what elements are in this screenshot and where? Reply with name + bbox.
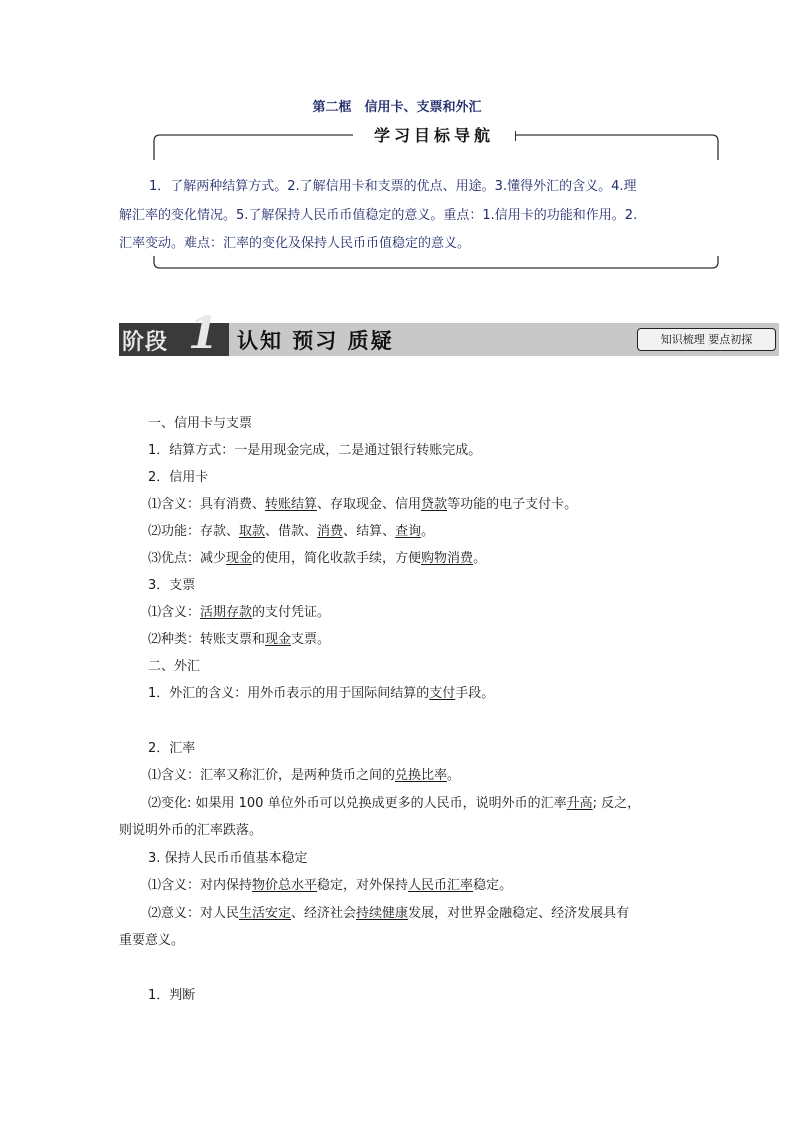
answer-underline: 贷款 bbox=[421, 497, 448, 512]
objectives-line-1: 1．了解两种结算方式。2.了解信用卡和支票的优点、用途。3.懂得外汇的含义。4.理 bbox=[149, 179, 637, 194]
text: 、借款、 bbox=[265, 524, 318, 539]
stage-label: 阶段 bbox=[122, 329, 169, 355]
text: 1．外汇的含义：用外币表示的用于国际间结算的 bbox=[148, 686, 430, 701]
text: 支票。 bbox=[291, 632, 331, 647]
answer-underline: 兑换比率 bbox=[395, 768, 448, 783]
answer-underline: 查询 bbox=[395, 524, 422, 539]
heading-rmb-stability: 3. 保持人民币币值基本稳定 bbox=[148, 851, 308, 866]
objectives-frame-bottom bbox=[153, 256, 719, 270]
exchange-rate-change-cont: 则说明外币的汇率跌落。 bbox=[119, 823, 263, 838]
text: ⑵意义：对人民 bbox=[148, 906, 240, 921]
answer-underline: 人民币汇率 bbox=[408, 878, 474, 893]
text: 、存取现金、信用 bbox=[317, 497, 422, 512]
stage-badge: 知识梳理 要点初探 bbox=[637, 328, 776, 351]
rmb-stability-significance-cont: 重要意义。 bbox=[119, 933, 185, 948]
answer-underline: 支付 bbox=[429, 686, 456, 701]
credit-card-advantages bbox=[148, 547, 486, 566]
answer-underline: 升高 bbox=[566, 796, 593, 811]
text: 等功能的电子支付卡。 bbox=[447, 497, 578, 512]
exchange-rate-meaning bbox=[148, 764, 460, 783]
answer-underline: 现金 bbox=[265, 632, 292, 647]
answer-underline: 物价总水平 bbox=[252, 878, 318, 893]
section-title: 第二框 信用卡、支票和外汇 bbox=[312, 100, 482, 115]
objectives-body bbox=[119, 173, 679, 259]
text: 、结算、 bbox=[343, 524, 396, 539]
text: 手段。 bbox=[455, 686, 495, 701]
credit-card-meaning bbox=[148, 493, 577, 512]
text: 稳定，对外保持 bbox=[317, 878, 409, 893]
objectives-header: 学习目标导航 bbox=[353, 123, 515, 146]
text: 的支付凭证。 bbox=[252, 605, 331, 620]
credit-card-functions bbox=[148, 520, 434, 539]
text: ; 反之， bbox=[592, 796, 641, 811]
heading-credit-card: 2．信用卡 bbox=[148, 470, 209, 485]
answer-underline: 现金 bbox=[226, 551, 253, 566]
stage-number: 1 bbox=[188, 308, 219, 359]
text: ⑴含义：汇率又称汇价，是两种货币之间的 bbox=[148, 768, 396, 783]
heading-exchange-rate: 2．汇率 bbox=[148, 741, 196, 756]
answer-underline: 转账结算 bbox=[265, 497, 318, 512]
text: 、经济社会 bbox=[291, 906, 357, 921]
text: ⑴含义：具有消费、 bbox=[148, 497, 266, 512]
answer-underline: 消费 bbox=[317, 524, 344, 539]
stage-title: 认知 预习 质疑 bbox=[237, 328, 394, 353]
cheque-types bbox=[148, 628, 330, 647]
text: 稳定。 bbox=[473, 878, 513, 893]
objectives-line-3: 汇率变动。难点：汇率的变化及保持人民币币值稳定的意义。 bbox=[119, 236, 471, 251]
settlement-methods: 1．结算方式：一是用现金完成，二是通过银行转账完成。 bbox=[148, 443, 482, 458]
answer-underline: 持续健康 bbox=[356, 906, 409, 921]
text: ⑴含义： bbox=[148, 605, 201, 620]
heading-judge: 1．判断 bbox=[148, 988, 196, 1003]
text: 的使用，简化收款手续，方便 bbox=[252, 551, 422, 566]
text: 。 bbox=[447, 768, 461, 783]
rmb-stability-significance bbox=[148, 902, 629, 921]
forex-meaning bbox=[148, 682, 494, 701]
text: ⑵变化: 如果用 100 单位外币可以兑换成更多的人民币，说明外币的汇率 bbox=[148, 796, 567, 811]
text: ⑶优点：减少 bbox=[148, 551, 227, 566]
exchange-rate-change bbox=[148, 792, 640, 811]
text: ⑵种类：转账支票和 bbox=[148, 632, 266, 647]
answer-underline: 生活安定 bbox=[239, 906, 292, 921]
rmb-stability-meaning bbox=[148, 874, 512, 893]
answer-underline: 取款 bbox=[239, 524, 266, 539]
heading-cheque: 3．支票 bbox=[148, 578, 196, 593]
answer-underline: 购物消费 bbox=[421, 551, 474, 566]
objectives-line-2: 解汇率的变化情况。5.了解保持人民币币值稳定的意义。重点：1.信用卡的功能和作用。2. bbox=[119, 207, 638, 223]
text: 。 bbox=[421, 524, 435, 539]
text: 。 bbox=[473, 551, 487, 566]
text: ⑴含义：对内保持 bbox=[148, 878, 253, 893]
cheque-meaning bbox=[148, 601, 330, 620]
text: ⑵功能：存款、 bbox=[148, 524, 240, 539]
text: 发展，对世界金融稳定、经济发展具有 bbox=[408, 906, 630, 921]
answer-underline: 活期存款 bbox=[200, 605, 253, 620]
heading-credit-card-cheque: 一、信用卡与支票 bbox=[148, 416, 253, 431]
heading-foreign-exchange: 二、外汇 bbox=[148, 659, 201, 674]
